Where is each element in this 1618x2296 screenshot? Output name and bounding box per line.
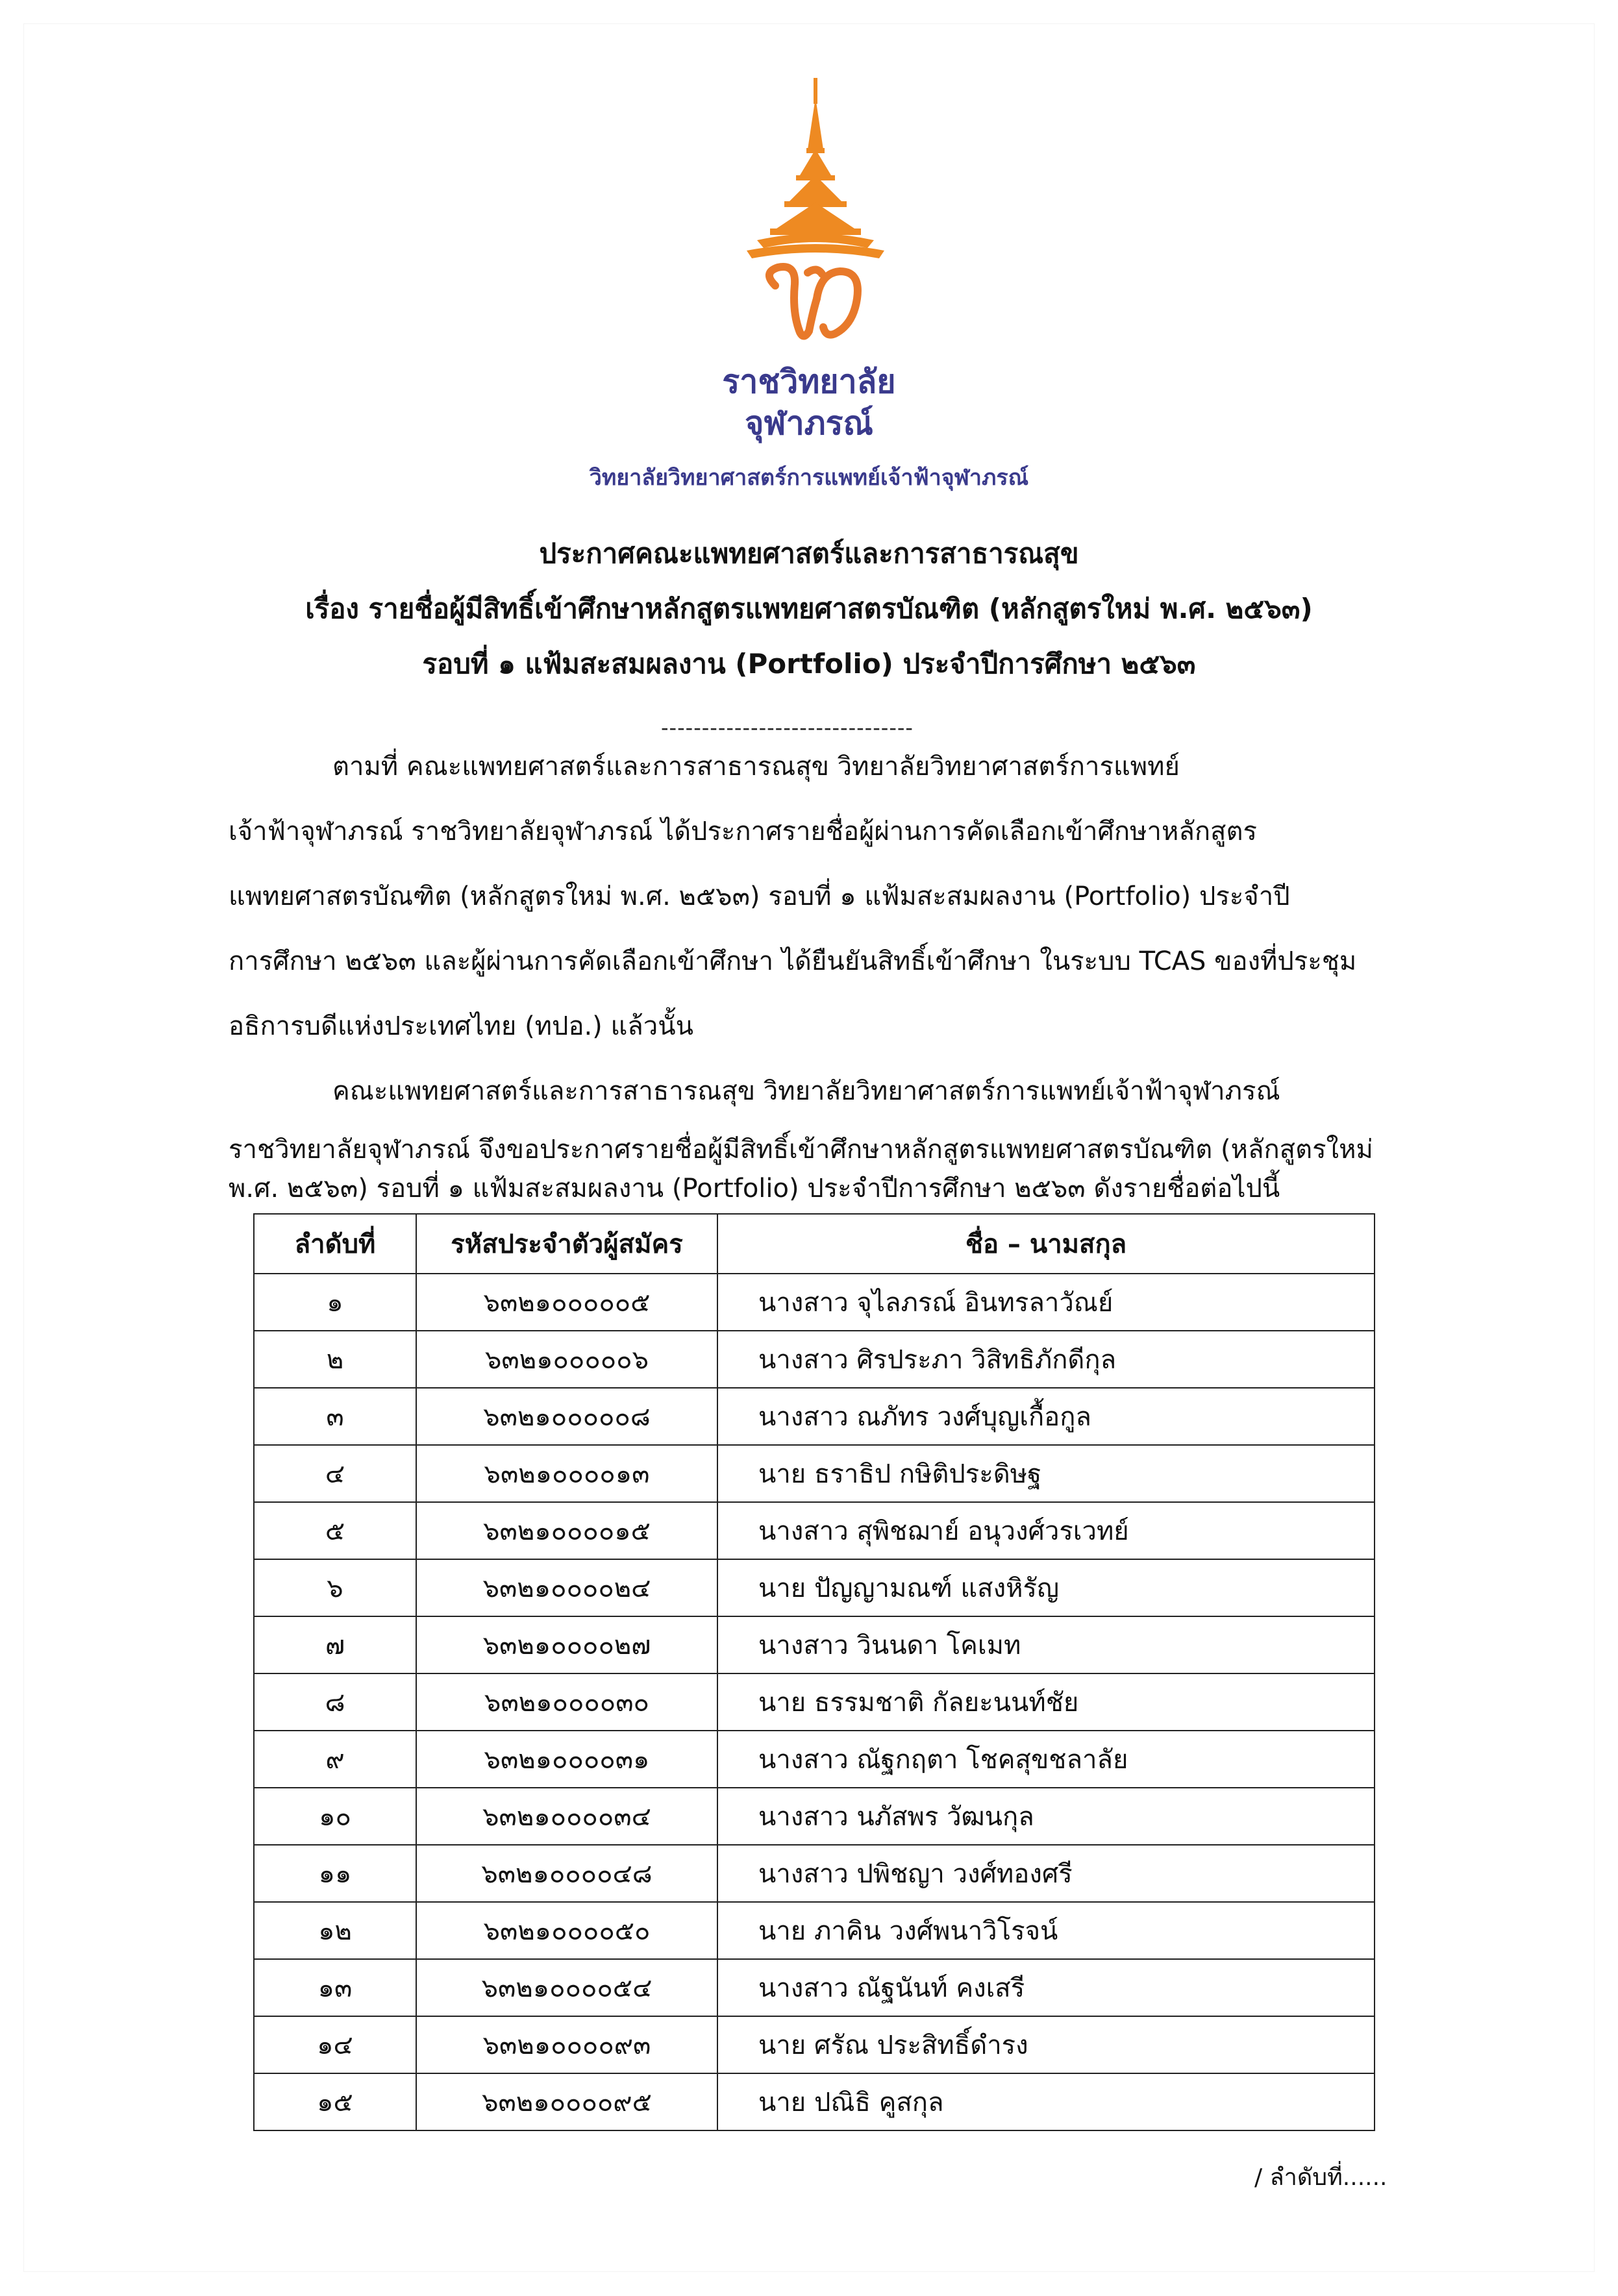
cell-order: ๑๒ (254, 1902, 416, 1959)
cell-full-name: นางสาว สุพิชฌาย์ อนุวงศ์วรเวทย์ (717, 1502, 1375, 1559)
cell-applicant-id: ๖๓๒๑๐๐๐๐๐๕ (416, 1274, 717, 1331)
table-row (254, 1445, 1375, 1502)
cell-applicant-id: ๖๓๒๑๐๐๐๐๕๐ (416, 1902, 717, 1959)
cell-order: ๘ (254, 1673, 416, 1731)
announcement-subject: เรื่อง รายชื่อผู้มีสิทธิ์เข้าศึกษาหลักสูตรแพทยศาสตรบัณฑิต (หลักสูตรใหม่ พ.ศ. ๒๕๖๓) (305, 593, 1313, 624)
cell-full-name: นาย ธราธิป กษิติประดิษฐ (717, 1445, 1375, 1502)
cell-applicant-id: ๖๓๒๑๐๐๐๐๓๔ (416, 1788, 717, 1845)
paragraph1-line4: การศึกษา ๒๕๖๓ และผู้ผ่านการคัดเลือกเข้าศึกษา ได้ยืนยันสิทธิ์เข้าศึกษา ในระบบ TCAS ของที่ประชุม (229, 946, 1357, 976)
cell-applicant-id: ๖๓๒๑๐๐๐๐๙๕ (416, 2073, 717, 2130)
cell-applicant-id: ๖๓๒๑๐๐๐๐๒๔ (416, 1559, 717, 1616)
cell-order: ๒ (254, 1331, 416, 1388)
cell-full-name: นางสาว นภัสพร วัฒนกุล (717, 1788, 1375, 1845)
announcement-round: รอบที่ ๑ แฟ้มสะสมผลงาน (Portfolio) ประจำปีการศึกษา ๒๕๖๓ (422, 648, 1196, 680)
cell-full-name: นางสาว ศิรประภา วิสิทธิภักดีกุล (717, 1331, 1375, 1388)
table-row (254, 1788, 1375, 1845)
cell-order: ๕ (254, 1502, 416, 1559)
cell-applicant-id: ๖๓๒๑๐๐๐๐๓๐ (416, 1673, 717, 1731)
table-row (254, 1959, 1375, 2016)
cell-order: ๗ (254, 1616, 416, 1673)
paragraph2-line2: ราชวิทยาลัยจุฬาภรณ์ จึงขอประกาศรายชื่อผู้มีสิทธิ์เข้าศึกษาหลักสูตรแพทยศาสตรบัณฑิต (หลักสูตรใหม่ (229, 1135, 1373, 1165)
cell-order: ๑ (254, 1274, 416, 1331)
cell-full-name: นางสาว ณภัทร วงศ์บุญเกื้อกูล (717, 1388, 1375, 1445)
paragraph1-line5: อธิการบดีแห่งประเทศไทย (ทปอ.) แล้วนั้น (229, 1011, 693, 1041)
table-row (254, 1274, 1375, 1331)
cell-full-name: นางสาว ปพิชญา วงศ์ทองศรี (717, 1845, 1375, 1902)
paragraph1-line2: เจ้าฟ้าจุฬาภรณ์ ราชวิทยาลัยจุฬาภรณ์ ได้ประกาศรายชื่อผู้ผ่านการคัดเลือกเข้าศึกษาหลักสูตร (229, 817, 1257, 846)
cell-full-name: นางสาว ณัฐนันท์ คงเสรี (717, 1959, 1375, 2016)
cell-applicant-id: ๖๓๒๑๐๐๐๐๑๓ (416, 1445, 717, 1502)
table-row (254, 1331, 1375, 1388)
cell-order: ๑๐ (254, 1788, 416, 1845)
cell-order: ๑๑ (254, 1845, 416, 1902)
table-row (254, 1502, 1375, 1559)
separator-line: ------------------------------- (661, 715, 914, 740)
table-row (254, 1559, 1375, 1616)
table-row (254, 1902, 1375, 1959)
cell-applicant-id: ๖๓๒๑๐๐๐๐๐๘ (416, 1388, 717, 1445)
cell-full-name: นาย ปณิธิ คูสกุล (717, 2073, 1375, 2130)
cell-full-name: นาย ศรัณ ประสิทธิ์ดำรง (717, 2016, 1375, 2073)
cell-full-name: นาย ภาคิน วงศ์พนาวิโรจน์ (717, 1902, 1375, 1959)
institution-full-name: วิทยาลัยวิทยาศาสตร์การแพทย์เจ้าฟ้าจุฬาภรณ์ (589, 465, 1029, 491)
cell-order: ๓ (254, 1388, 416, 1445)
cell-order: ๑๔ (254, 2016, 416, 2073)
cell-order: ๑๓ (254, 1959, 416, 2016)
cell-applicant-id: ๖๓๒๑๐๐๐๐๒๗ (416, 1616, 717, 1673)
paragraph2-line3: พ.ศ. ๒๕๖๓) รอบที่ ๑ แฟ้มสะสมผลงาน (Portfolio) ประจำปีการศึกษา ๒๕๖๓ ดังรายชื่อต่อไปนี้ (229, 1174, 1280, 1204)
table-row (254, 1673, 1375, 1731)
paragraph2-line1: คณะแพทยศาสตร์และการสาธารณสุข วิทยาลัยวิทยาศาสตร์การแพทย์เจ้าฟ้าจุฬาภรณ์ (332, 1076, 1280, 1106)
cell-full-name: นาย ธรรมชาติ กัลยะนนท์ชัย (717, 1673, 1375, 1731)
institution-name-line2: จุฬาภรณ์ (745, 404, 873, 442)
cell-order: ๔ (254, 1445, 416, 1502)
cell-applicant-id: ๖๓๒๑๐๐๐๐๙๓ (416, 2016, 717, 2073)
header-full-name: ชื่อ – นามสกุล (717, 1214, 1375, 1274)
cell-applicant-id: ๖๓๒๑๐๐๐๐๕๔ (416, 1959, 717, 2016)
continuation-note: / ลำดับที่...... (1254, 2164, 1388, 2191)
cell-applicant-id: ๖๓๒๑๐๐๐๐๓๑ (416, 1731, 717, 1788)
cell-order: ๖ (254, 1559, 416, 1616)
cell-order: ๙ (254, 1731, 416, 1788)
cell-full-name: นางสาว วินนดา โคเมท (717, 1616, 1375, 1673)
header-order: ลำดับที่ (254, 1214, 416, 1274)
announcement-title: ประกาศคณะแพทยศาสตร์และการสาธารณสุข (539, 537, 1079, 569)
eligible-students-table (253, 1213, 1375, 2131)
emblem-logo (738, 78, 893, 351)
header-applicant-id: รหัสประจำตัวผู้สมัคร (416, 1214, 717, 1274)
table-row (254, 1845, 1375, 1902)
cell-applicant-id: ๖๓๒๑๐๐๐๐๑๕ (416, 1502, 717, 1559)
table-row (254, 2016, 1375, 2073)
table-row (254, 1388, 1375, 1445)
cell-order: ๑๕ (254, 2073, 416, 2130)
paragraph1-line1: ตามที่ คณะแพทยศาสตร์และการสาธารณสุข วิทยาลัยวิทยาศาสตร์การแพทย์ (332, 752, 1180, 782)
cell-full-name: นางสาว ณัฐกฤตา โชคสุขชลาลัย (717, 1731, 1375, 1788)
cell-applicant-id: ๖๓๒๑๐๐๐๐๐๖ (416, 1331, 717, 1388)
cell-full-name: นาย ปัญญามณฑ์ แสงหิรัญ (717, 1559, 1375, 1616)
institution-name-line1: ราชวิทยาลัย (722, 363, 896, 401)
table-row (254, 2073, 1375, 2130)
table-header-row (254, 1214, 1375, 1274)
table-row (254, 1616, 1375, 1673)
cell-full-name: นางสาว จุไลภรณ์ อินทรลาวัณย์ (717, 1274, 1375, 1331)
cell-applicant-id: ๖๓๒๑๐๐๐๐๔๘ (416, 1845, 717, 1902)
table-row (254, 1731, 1375, 1788)
paragraph1-line3: แพทยศาสตรบัณฑิต (หลักสูตรใหม่ พ.ศ. ๒๕๖๓) รอบที่ ๑ แฟ้มสะสมผลงาน (Portfolio) ประจำปี (229, 882, 1290, 911)
